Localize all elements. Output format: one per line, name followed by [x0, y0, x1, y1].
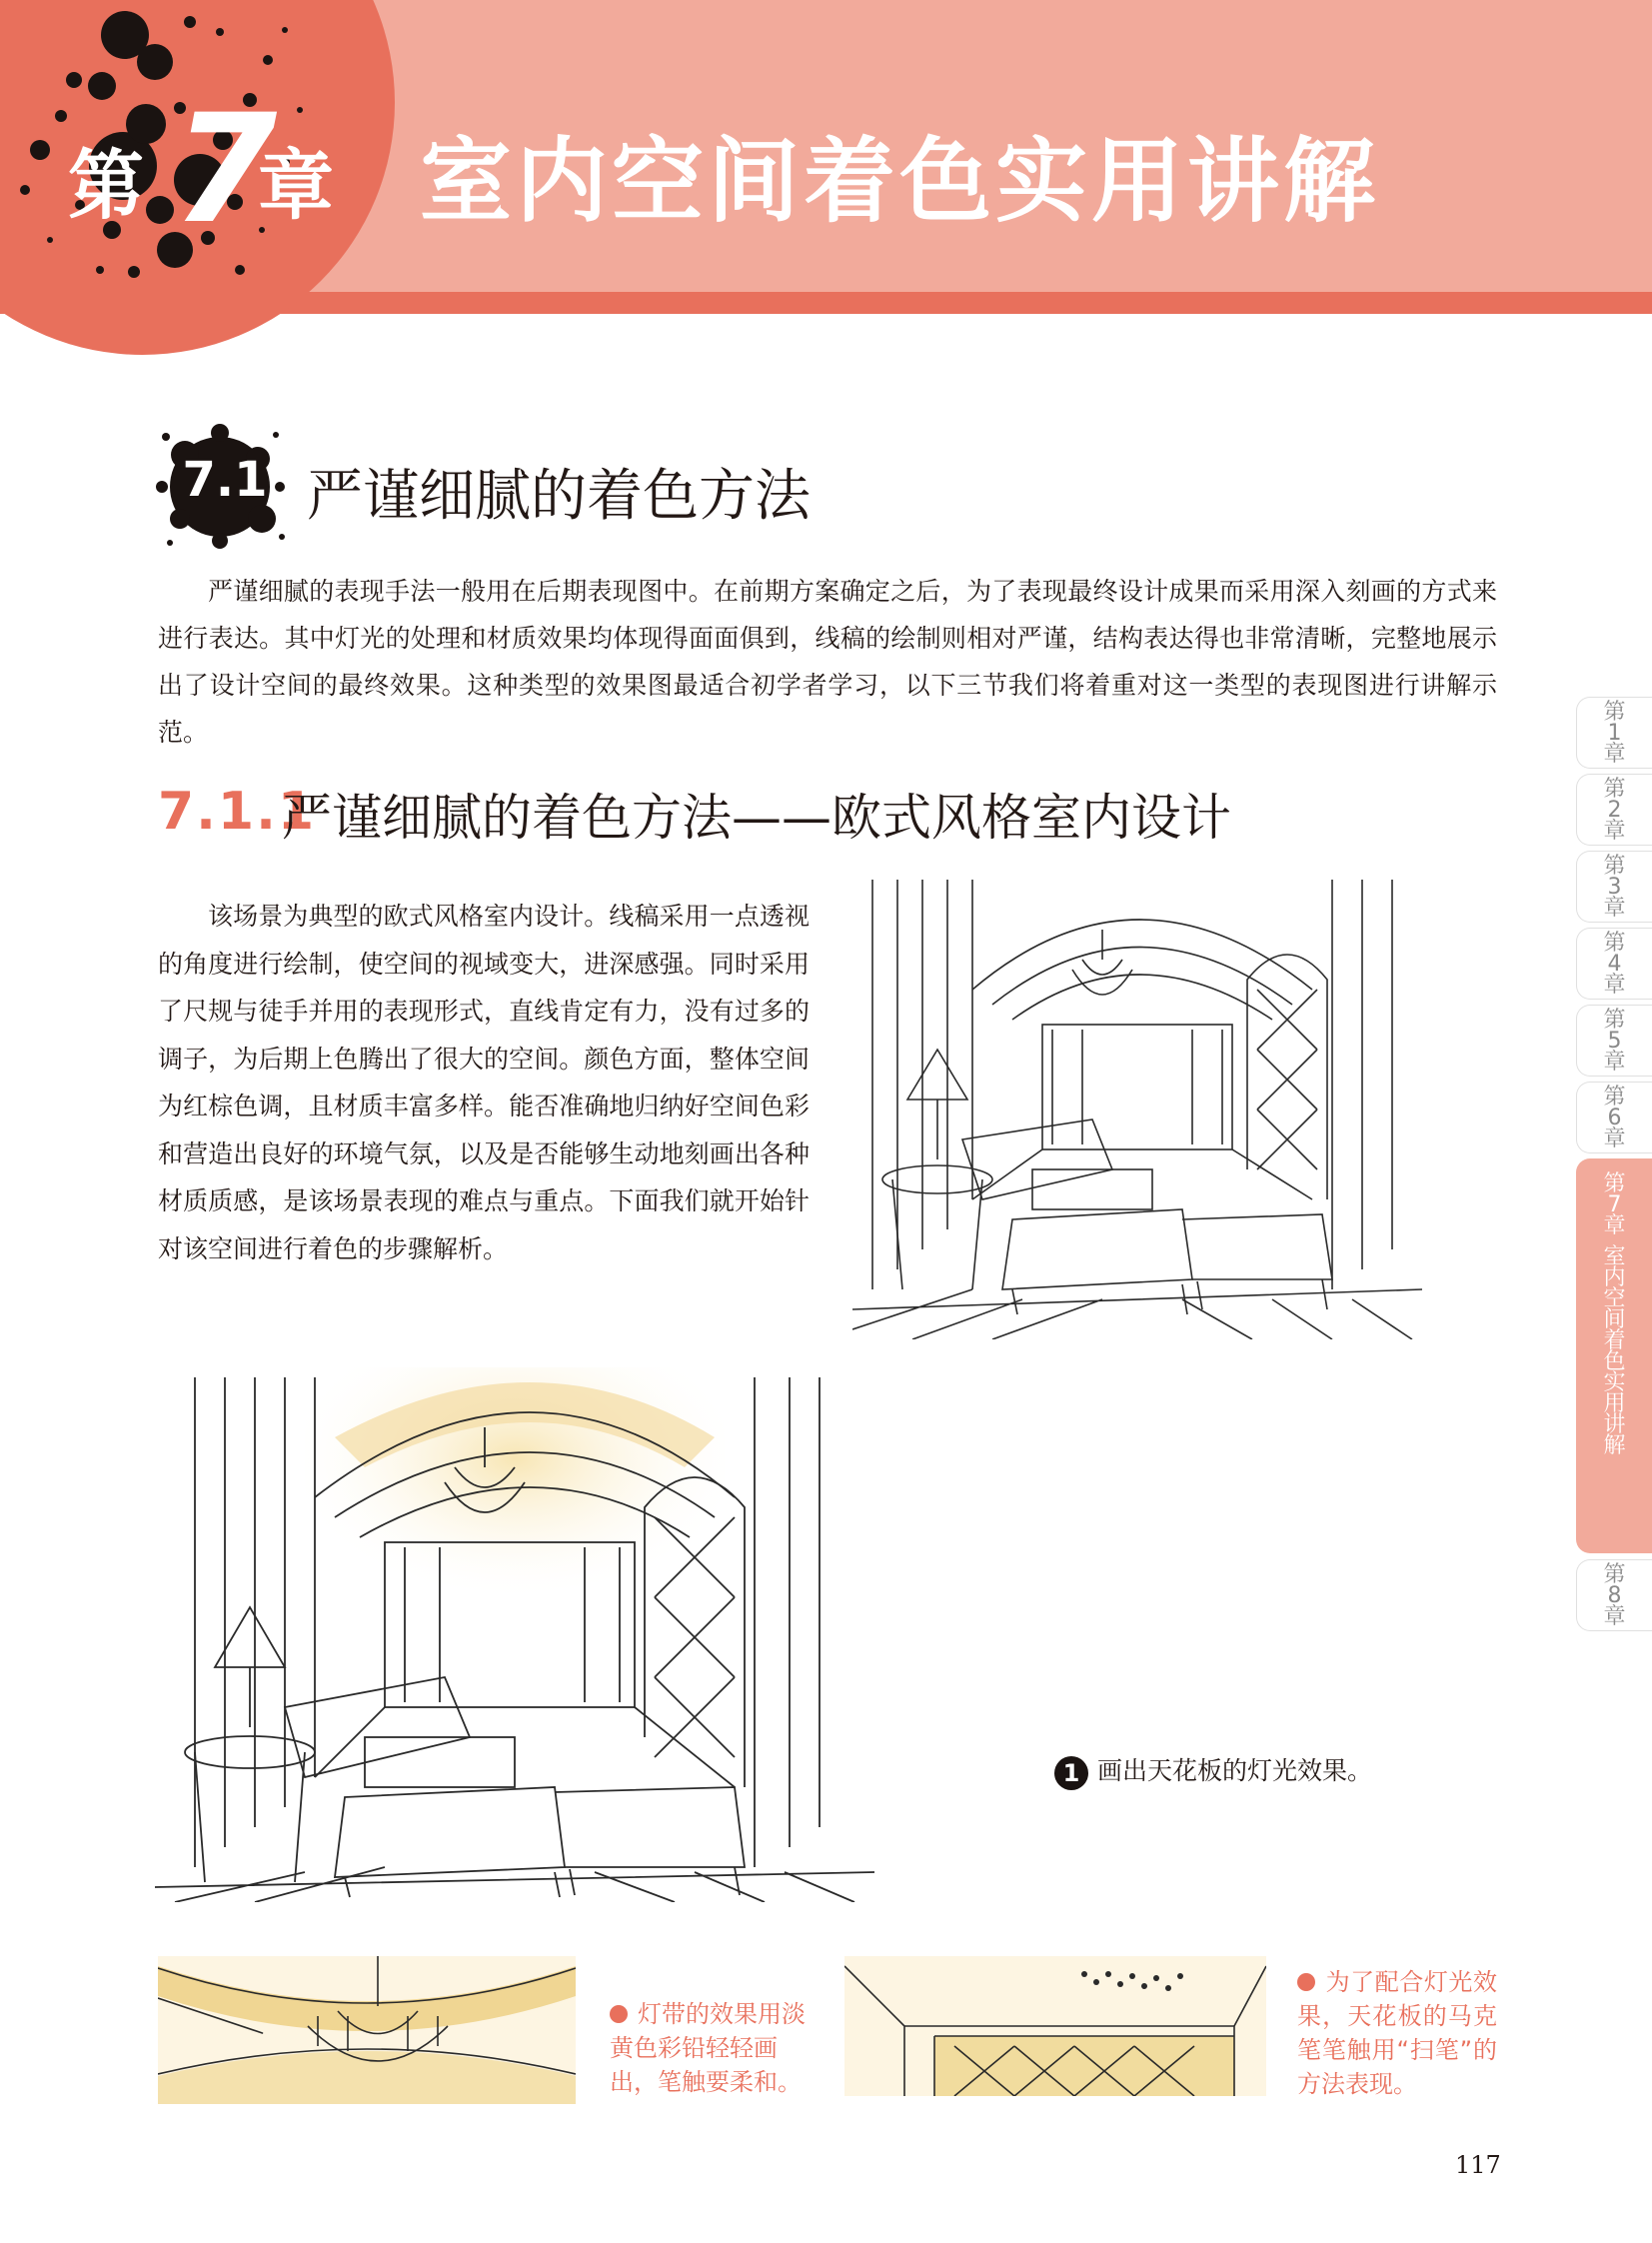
tab-chapter-8[interactable]: 第 8 章 [1576, 1559, 1652, 1631]
step-caption: 画出天花板的灯光效果。 [1097, 1756, 1373, 1785]
subsection-title: 严谨细腻的着色方法——欧式风格室内设计 [282, 789, 1231, 847]
chapter-title: 室内空间着色实用讲解 [420, 128, 1380, 235]
chapter-number: 7 [173, 83, 278, 257]
section-number: 7.1 [182, 452, 268, 508]
note-right [1297, 1965, 1497, 2101]
bullet-icon [610, 2005, 628, 2023]
ceiling-detail-image [844, 1956, 1266, 2096]
page-number: 117 [1455, 2151, 1501, 2179]
tab-chapter-1[interactable]: 第 1 章 [1576, 697, 1652, 769]
note-left [610, 1997, 810, 2099]
step-number: 1 [1062, 1759, 1080, 1787]
note-left-text: 灯带的效果用淡黄色彩铅轻轻画出，笔触要柔和。 [610, 2000, 806, 2096]
colored-sketch-image [155, 1367, 874, 1902]
tab-chapter-2[interactable]: 第 2 章 [1576, 774, 1652, 846]
tab-chapter-4[interactable]: 第 4 章 [1576, 928, 1652, 1000]
scene-paragraph: 该场景为典型的欧式风格室内设计。线稿采用一点透视的角度进行绘制，使空间的视域变大，进深感强。同时采用了尺规与徒手并用的表现形式，直线肯定有力，没有过多的调子，为后期上色腾出了很大的空间。颜色方面，整体空间为红棕色调，且材质丰富多样。能否准确地归纳好空间色彩和营造出良好的环境气氛，以及是否能够生动地刻画出各种材质质感，是该场景表现的难点与重点。下面我们就开始针对该空间进行着色的步骤解析。 [158, 902, 810, 1263]
chapter-label [68, 83, 368, 257]
chandelier-detail-image [158, 1956, 576, 2104]
tab-chapter-7-active[interactable]: 第 7 章 室 内 空 间 着 色 实 用 讲 解 [1576, 1158, 1652, 1553]
subsection-number: 7.1.1 [158, 782, 317, 842]
chapter-word-left: 第 [68, 141, 144, 230]
tab-chapter-6[interactable]: 第 6 章 [1576, 1082, 1652, 1153]
intro-paragraph: 严谨细腻的表现手法一般用在后期表现图中。在前期方案确定之后，为了表现最终设计成果而采用深入刻画的方式来进行表达。其中灯光的处理和材质效果均体现得面面俱到，线稿的绘制则相对严谨，结构表达得也非常清晰，完整地展示出了设计空间的最终效果。这种类型的效果图最适合初学者学习，以下三节我们将着重对这一类型的表现图进行讲解示范。 [158, 577, 1497, 747]
note-right-text: 为了配合灯光效果，天花板的马克笔笔触用“扫笔”的方法表现。 [1297, 1968, 1497, 2098]
tab-chapter-5[interactable]: 第 5 章 [1576, 1005, 1652, 1077]
tab-chapter-3[interactable]: 第 3 章 [1576, 851, 1652, 923]
line-sketch-image [852, 870, 1422, 1339]
bullet-icon [1297, 1973, 1315, 1991]
chapter-word-right: 章 [258, 141, 334, 230]
section-title: 严谨细腻的着色方法 [307, 464, 811, 529]
